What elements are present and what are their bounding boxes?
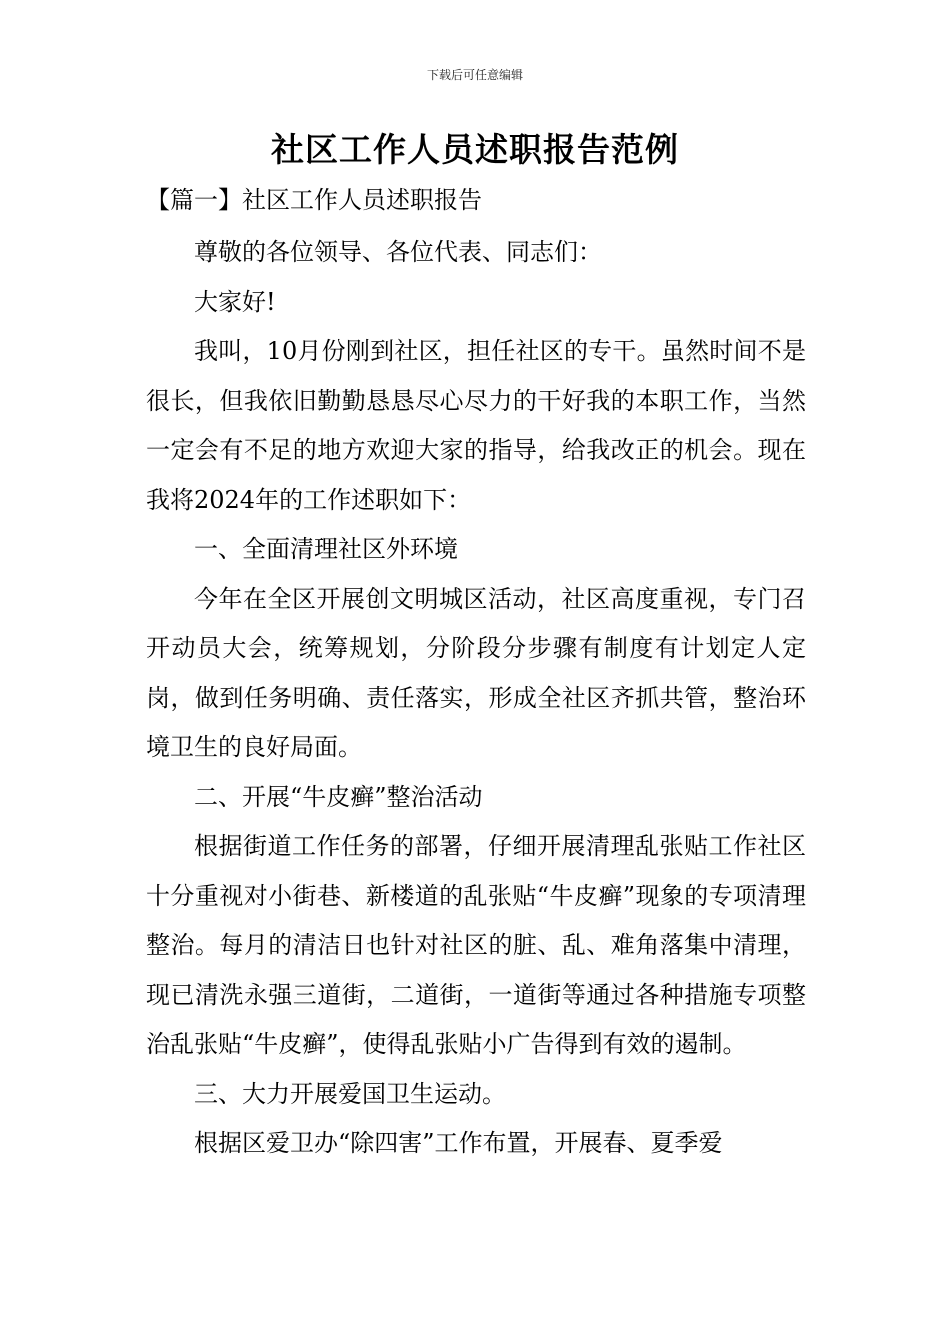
document-body xyxy=(146,228,806,1169)
section-heading: 【篇一】社区工作人员述职报告 xyxy=(146,186,482,214)
paragraph-hello: 大家好! xyxy=(194,287,276,316)
paragraph-greeting: 尊敬的各位领导、各位代表、同志们： xyxy=(194,238,602,266)
paragraph-2: 根据街道工作任务的部署，仔细开展清理乱张贴工作社区十分重视对小街巷、新楼道的乱张贴“牛皮癣”现象的专项清理整治。每月的清洁日也针对社区的脏、乱、难角落集中清理，现已清洗永强三道街，二道街，一道街等通过各种措施专项整治乱张贴“牛皮癣”，使得乱张贴小广告得到有效的遏制。 xyxy=(146,832,806,1058)
subheading-2: 二、开展“牛皮癣”整治活动 xyxy=(194,782,483,811)
paragraph-1: 今年在全区开展创文明城区活动，社区高度重视，专门召开动员大会，统筹规划，分阶段分步骤有制度有计划定人定岗，做到任务明确、责任落实，形成全社区齐抓共管，整治环境卫生的良好局面。 xyxy=(146,584,806,761)
document-title: 社区工作人员述职报告范例 xyxy=(271,130,679,169)
subheading-3: 三、大力开展爱国卫生运动。 xyxy=(194,1079,506,1108)
paragraph-intro: 我叫，10月份刚到社区，担任社区的专干。虽然时间不是很长，但我依旧勤勤恳恳尽心尽力的干好我的本职工作，当然一定会有不足的地方欢迎大家的指导，给我改正的机会。现在我将2024年的工作述职如下： xyxy=(146,337,806,514)
paragraph-3: 根据区爱卫办“除四害”工作布置，开展春、夏季爱 xyxy=(194,1129,723,1157)
subheading-1: 一、全面清理社区外环境 xyxy=(194,535,458,563)
header-note: 下载后可任意编辑 xyxy=(426,68,523,82)
